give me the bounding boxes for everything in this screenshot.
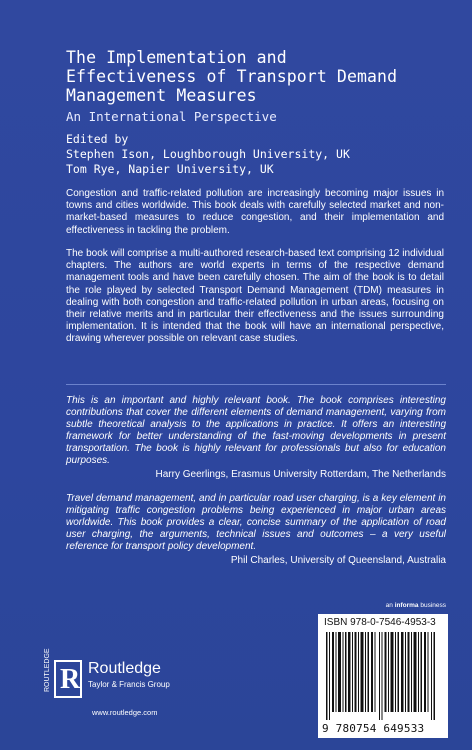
barcode-number: 9 780754 649533 — [322, 722, 425, 735]
title-line: Effectiveness of Transport Demand — [66, 67, 398, 86]
informa-brand: informa — [394, 602, 419, 609]
review-attribution: Harry Geerlings, Erasmus University Rotterdam, The Netherlands — [155, 469, 446, 480]
title-line: The Implementation and — [66, 48, 287, 67]
review-text: Travel demand management, and in particular road user charging, is a key element in mitigating traffic congestion problems being experienced in major urban areas worldwide. This book provides a clear, concise summary of the application of road user charging, the arguments, technical issues and outcomes – a very useful reference for transport policy development. — [66, 493, 446, 552]
publisher-name: Routledge — [88, 660, 161, 677]
logo-letter: R — [60, 664, 81, 695]
edited-by-label: Edited by — [66, 132, 129, 146]
divider — [66, 384, 446, 385]
editors-block — [66, 132, 446, 177]
publisher-url[interactable]: www.routledge.com — [92, 708, 158, 717]
review-quote — [66, 493, 446, 567]
barcode-icon — [324, 632, 442, 720]
vertical-text: ROUTLEDGE — [44, 648, 51, 692]
title-line: Management Measures — [66, 86, 257, 105]
informa-prefix: an — [385, 602, 395, 609]
review-quote — [66, 395, 446, 481]
editor-name: Stephen Ison, Loughborough University, UK — [66, 147, 350, 161]
review-attribution: Phil Charles, University of Queensland, Australia — [230, 555, 446, 566]
book-title — [66, 48, 446, 105]
publisher-vertical-label — [44, 648, 54, 698]
isbn-label: ISBN 978-0-7546-4953-3 — [324, 617, 436, 628]
description-paragraph: The book will comprise a multi-authored research-based text comprising 12 individual chapters. The authors are world experts in terms of the respective demand management tools and have been carefully chosen. The aim of the book is to detail the role played by selected Transport Demand Management (TDM) measures in dealing with both congestion and traffic-related pollution in urban areas, focusing on their relative merits and in particular their effectiveness and the issues surrounding implementation. It is intended that the book will have an international perspective, drawing wherever possible on relevant case studies. — [66, 248, 444, 345]
informa-business-tag — [386, 602, 446, 609]
publisher-logo[interactable] — [44, 648, 214, 730]
review-text: This is an important and highly relevant book. The book comprises interesting contributions that cover the different elements of demand management, varying from subtle theoretical analysis to the applications in practice. It offers an interesting framework for better understanding of the fast-moving developments in present transportation. The book is highly relevant for professionals but also for education purposes. — [66, 395, 446, 466]
isbn-barcode-box — [318, 614, 448, 738]
informa-suffix: business — [418, 602, 446, 609]
book-header — [66, 48, 446, 177]
description-paragraph: Congestion and traffic-related pollution are increasingly becoming major issues in towns and cities worldwide. This book deals with carefully selected market and non-market-based measures to reduce congestion, and their implementation and effectiveness in tackling the problem. — [66, 188, 444, 236]
book-subtitle: An International Perspective — [66, 109, 277, 124]
routledge-r-icon — [54, 660, 82, 698]
editor-name: Tom Rye, Napier University, UK — [66, 162, 274, 176]
publisher-group: Taylor & Francis Group — [88, 680, 170, 689]
